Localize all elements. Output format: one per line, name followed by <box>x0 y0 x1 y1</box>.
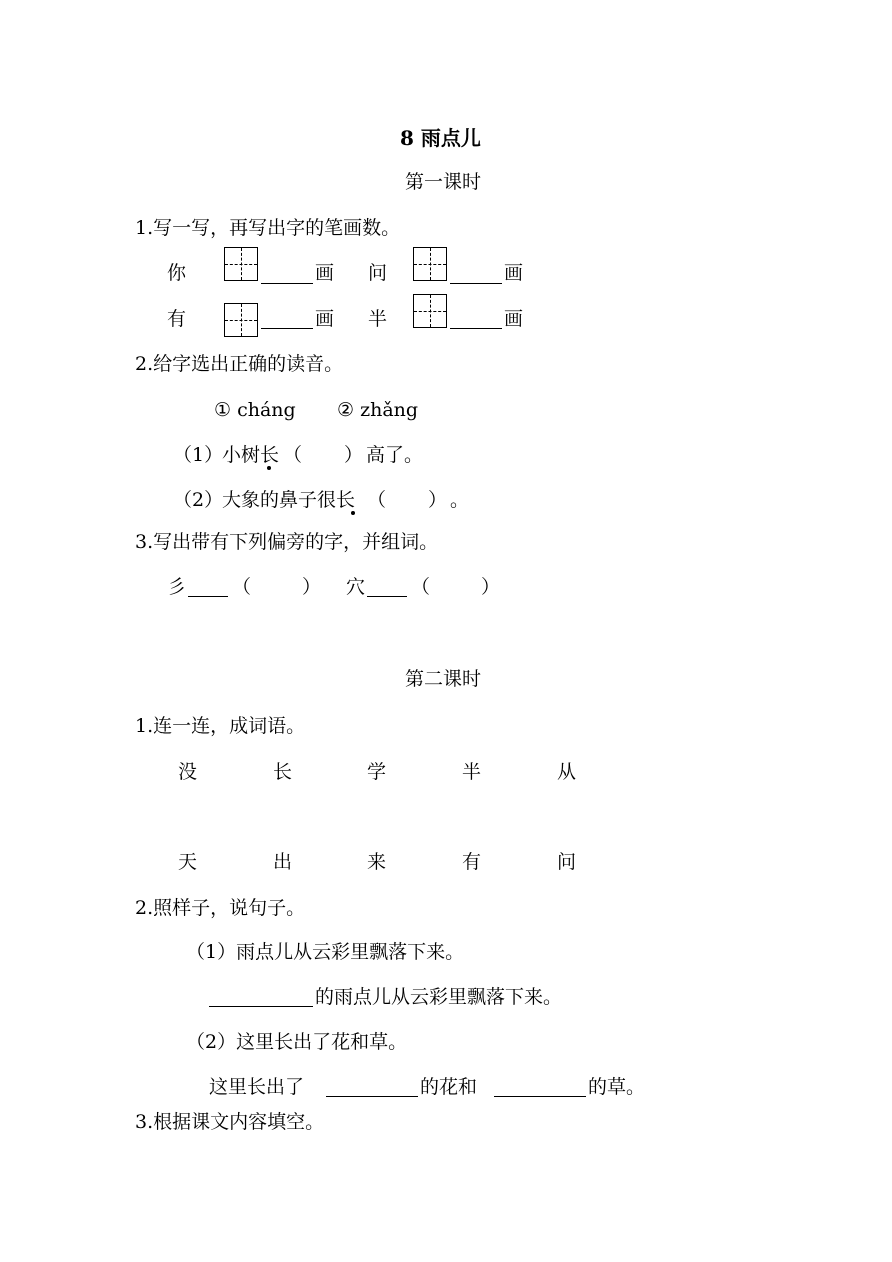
radical-char-blank[interactable] <box>367 596 407 597</box>
answer-paren-open: （ <box>283 444 303 466</box>
match-bottom-2[interactable]: 出 <box>273 851 293 873</box>
stroke-count-blank[interactable] <box>450 328 502 329</box>
radical-char-blank[interactable] <box>188 596 228 597</box>
l2-q2-prompt: 2.照样子，说句子。 <box>135 897 306 919</box>
answer-paren-close: ） <box>344 444 364 466</box>
pinyin-option-2: ② zhǎng <box>337 399 419 421</box>
emphasis-dot <box>267 466 271 470</box>
match-bottom-5[interactable]: 问 <box>557 851 577 873</box>
answer-paren-open: （ <box>232 576 252 598</box>
lesson1-heading: 第一课时 <box>405 171 482 193</box>
l1-q2-item1-num: （1） <box>173 444 224 466</box>
writing-grid-box[interactable] <box>224 247 258 281</box>
sentence-fill-blank[interactable] <box>209 1006 313 1007</box>
stroke-count-blank[interactable] <box>261 283 313 284</box>
l1-q3-prompt: 3.写出带有下列偏旁的字，并组词。 <box>135 531 439 553</box>
l2-q2-ex2-part-c: 的草。 <box>588 1076 646 1098</box>
match-top-3[interactable]: 学 <box>367 761 387 783</box>
l2-q2-example1: （1）雨点儿从云彩里飘落下来。 <box>186 941 465 963</box>
answer-paren-close: ） <box>302 576 322 598</box>
l1-q2-item1-suffix: 高了。 <box>366 444 424 466</box>
l2-q2-example2: （2）这里长出了花和草。 <box>186 1031 408 1053</box>
answer-paren-close: ） <box>481 576 501 598</box>
char-ni: 你 <box>167 262 187 284</box>
l1-q2-prompt: 2.给字选出正确的读音。 <box>135 353 344 375</box>
l2-q2-example1-fill: 的雨点儿从云彩里飘落下来。 <box>315 986 563 1008</box>
l2-q1-prompt: 1.连一连，成词语。 <box>135 715 306 737</box>
writing-grid-box[interactable] <box>224 303 258 337</box>
l1-q2-item1-text: 小树长 <box>222 444 280 466</box>
l1-q2-item2-suffix: 。 <box>450 489 470 511</box>
page-title: 8 雨点儿 <box>400 126 481 150</box>
l2-q2-ex2-part-b: 的花和 <box>420 1076 478 1098</box>
sentence-fill-blank[interactable] <box>494 1096 586 1097</box>
pinyin-option-1: ① cháng <box>214 399 296 421</box>
l2-q2-ex2-part-a: 这里长出了 <box>209 1076 305 1098</box>
match-bottom-3[interactable]: 来 <box>367 851 387 873</box>
stroke-count-blank[interactable] <box>261 328 313 329</box>
match-top-5[interactable]: 从 <box>557 761 577 783</box>
char-you: 有 <box>167 308 187 330</box>
unit-label: 画 <box>315 308 335 330</box>
writing-grid-box[interactable] <box>413 294 447 328</box>
match-bottom-1[interactable]: 天 <box>178 851 198 873</box>
unit-label: 画 <box>504 308 524 330</box>
l1-q1-prompt: 1.写一写，再写出字的笔画数。 <box>135 217 401 239</box>
radical-2: 穴 <box>346 576 366 598</box>
answer-paren-close: ） <box>428 489 448 511</box>
emphasis-dot <box>351 511 355 515</box>
sentence-fill-blank[interactable] <box>326 1096 418 1097</box>
lesson2-heading: 第二课时 <box>405 668 482 690</box>
match-bottom-4[interactable]: 有 <box>462 851 482 873</box>
stroke-count-blank[interactable] <box>450 283 502 284</box>
match-top-1[interactable]: 没 <box>178 761 198 783</box>
radical-1: 彡 <box>167 576 187 598</box>
char-wen: 问 <box>368 262 388 284</box>
l1-q2-item2-text: 大象的鼻子很长 <box>222 489 356 511</box>
match-top-2[interactable]: 长 <box>273 761 293 783</box>
l1-q2-item2-num: （2） <box>173 489 224 511</box>
char-ban: 半 <box>368 308 388 330</box>
answer-paren-open: （ <box>367 489 387 511</box>
unit-label: 画 <box>504 262 524 284</box>
l2-q3-prompt: 3.根据课文内容填空。 <box>135 1111 325 1133</box>
answer-paren-open: （ <box>411 576 431 598</box>
unit-label: 画 <box>315 262 335 284</box>
writing-grid-box[interactable] <box>413 247 447 281</box>
match-top-4[interactable]: 半 <box>462 761 482 783</box>
